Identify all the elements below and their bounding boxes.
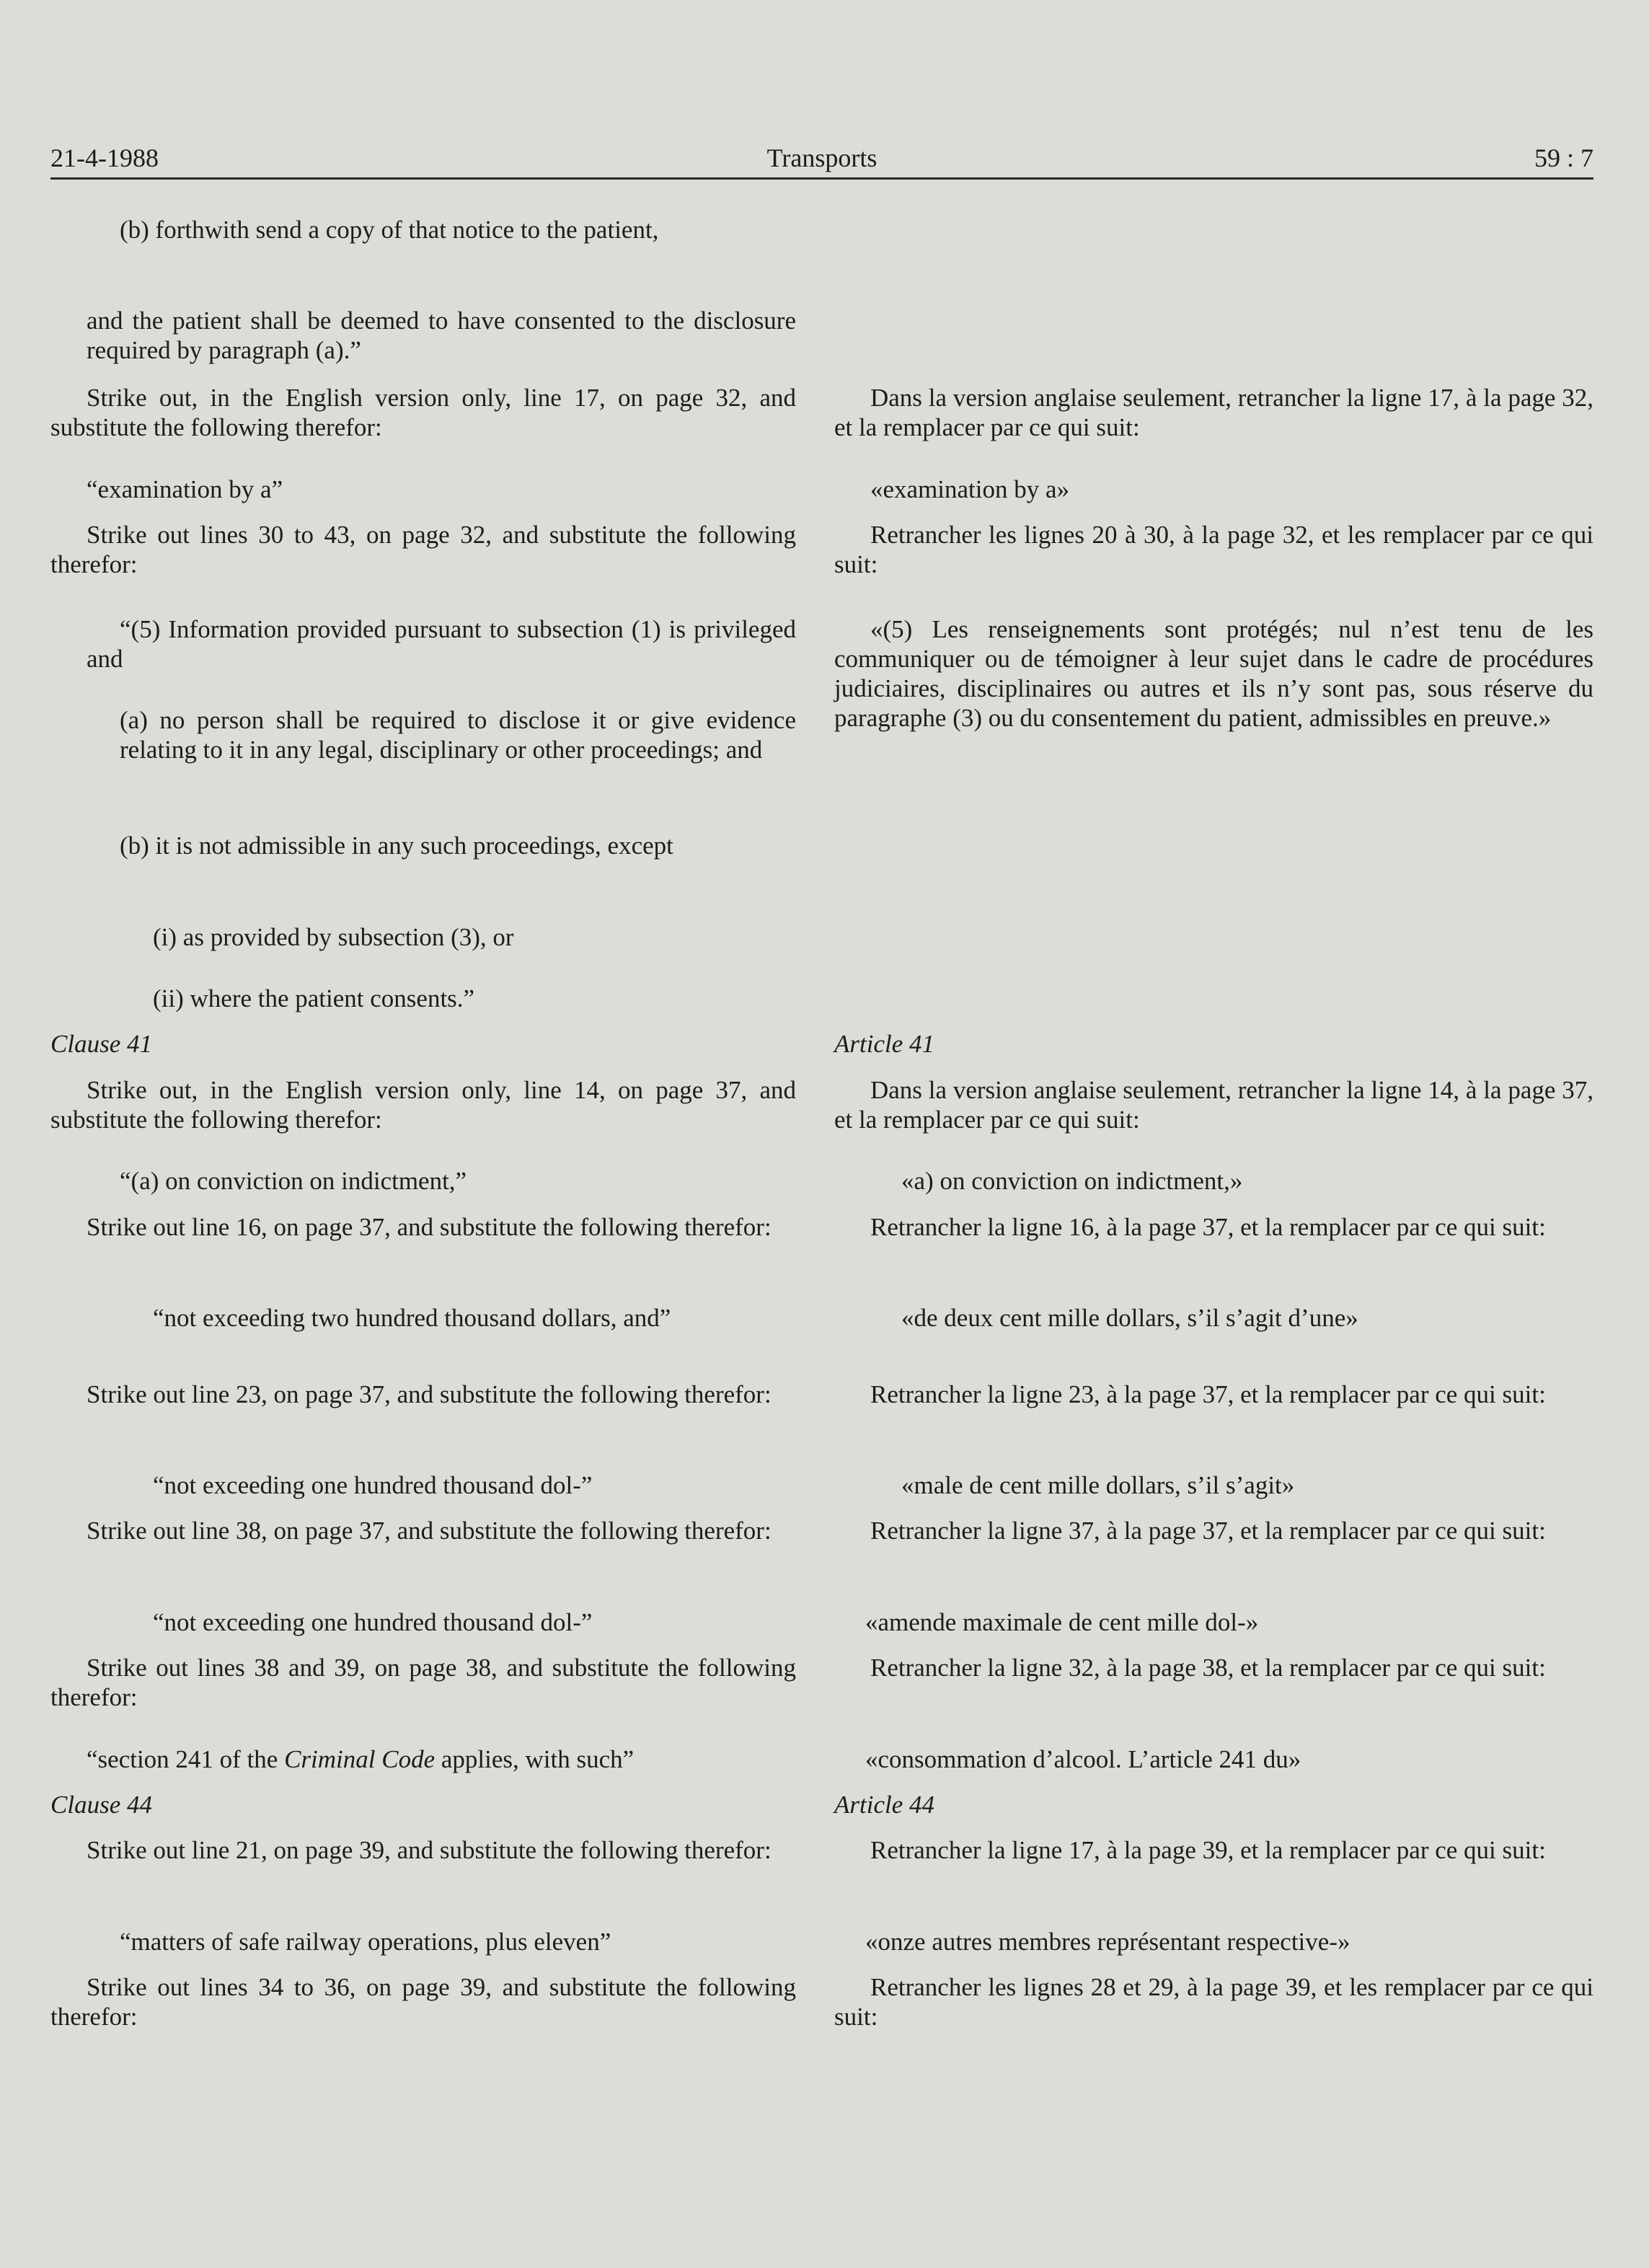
left-paragraph: “not exceeding two hundred thousand dollars, and” [153, 1304, 671, 1332]
right-paragraph: Retrancher la ligne 17, à la page 39, et la remplacer par ce qui suit: [870, 1836, 1546, 1864]
right-paragraph: «a) on conviction on indictment,» [901, 1167, 1243, 1195]
article-heading: Article 41 [834, 1030, 934, 1058]
act-title: Criminal Code [284, 1745, 436, 1773]
left-paragraph: (a) no person shall be required to disclose it or give evidence relating to it in any legal, disciplinary or other proceedings; and [120, 706, 796, 764]
left-paragraph: (b) it is not admissible in any such proceedings, except [120, 831, 673, 860]
left-paragraph: “examination by a” [87, 475, 283, 503]
left-paragraph: “(5) Information provided pursuant to subsection (1) is privileged and [87, 615, 796, 673]
left-paragraph: Strike out line 16, on page 37, and substitute the following therefor: [87, 1213, 772, 1241]
header-date: 21-4-1988 [50, 144, 159, 172]
right-paragraph: «examination by a» [870, 475, 1070, 503]
right-paragraph: «male de cent mille dollars, s’il s’agit» [901, 1471, 1295, 1499]
left-paragraph: (i) as provided by subsection (3), or [153, 923, 514, 951]
left-paragraph: Strike out lines 38 and 39, on page 38, and substitute the following therefor: [50, 1654, 796, 1711]
quote-text: applies, with such” [435, 1745, 635, 1773]
left-paragraph: Strike out line 23, on page 37, and substitute the following therefor: [87, 1380, 772, 1408]
right-paragraph: «consommation d’alcool. L’article 241 du» [865, 1745, 1301, 1773]
header-rule [50, 177, 1593, 180]
left-paragraph: Strike out, in the English version only, line 17, on page 32, and substitute the following therefor: [50, 384, 796, 441]
left-paragraph [87, 1744, 796, 1774]
left-paragraph: “matters of safe railway operations, plus eleven” [120, 1928, 611, 1956]
left-paragraph: Strike out line 21, on page 39, and substitute the following therefor: [87, 1836, 772, 1864]
left-paragraph: (b) forthwith send a copy of that notice to the patient, [120, 216, 659, 244]
page-header [50, 143, 1593, 179]
clause-heading: Clause 41 [50, 1030, 152, 1058]
article-heading: Article 44 [834, 1791, 934, 1819]
left-paragraph: Strike out line 38, on page 37, and substitute the following therefor: [87, 1517, 772, 1545]
left-paragraph: “(a) on conviction on indictment,” [120, 1167, 467, 1195]
right-paragraph: Retrancher la ligne 16, à la page 37, et la remplacer par ce qui suit: [870, 1213, 1546, 1241]
left-paragraph: and the patient shall be deemed to have consented to the disclosure required by paragraph (a).” [87, 306, 796, 364]
right-paragraph: Retrancher la ligne 23, à la page 37, et la remplacer par ce qui suit: [870, 1380, 1546, 1408]
right-paragraph: Dans la version anglaise seulement, retrancher la ligne 14, à la page 37, et la remplacer par ce qui suit: [834, 1076, 1593, 1134]
clause-heading: Clause 44 [50, 1791, 152, 1819]
header-page-number: 59 : 7 [1534, 144, 1593, 172]
right-paragraph: «de deux cent mille dollars, s’il s’agit d’une» [901, 1304, 1358, 1332]
left-paragraph: Strike out lines 34 to 36, on page 39, and substitute the following therefor: [50, 1973, 796, 2031]
left-paragraph: Strike out lines 30 to 43, on page 32, and substitute the following therefor: [50, 521, 796, 578]
right-paragraph: «amende maximale de cent mille dol-» [865, 1608, 1259, 1636]
right-paragraph: «onze autres membres représentant respective-» [865, 1928, 1350, 1956]
quote-text: “section 241 of the [87, 1745, 285, 1773]
left-paragraph: (ii) where the patient consents.” [153, 984, 475, 1012]
right-paragraph: Dans la version anglaise seulement, retrancher la ligne 17, à la page 32, et la remplacer par ce qui suit: [834, 384, 1593, 441]
right-paragraph: Retrancher la ligne 37, à la page 37, et la remplacer par ce qui suit: [870, 1517, 1546, 1545]
header-title: Transports [766, 144, 877, 172]
left-paragraph: Strike out, in the English version only, line 14, on page 37, and substitute the following therefor: [50, 1076, 796, 1134]
right-paragraph: Retrancher la ligne 32, à la page 38, et la remplacer par ce qui suit: [870, 1654, 1546, 1682]
right-paragraph: Retrancher les lignes 20 à 30, à la page 32, et les remplacer par ce qui suit: [834, 521, 1593, 578]
right-paragraph: Retrancher les lignes 28 et 29, à la page 39, et les remplacer par ce qui suit: [834, 1973, 1593, 2031]
left-paragraph: “not exceeding one hundred thousand dol-” [153, 1608, 593, 1636]
right-paragraph: «(5) Les renseignements sont protégés; nul n’est tenu de les communiquer ou de témoigner à leur sujet dans le cadre de procédures judiciaires, disciplinaires ou autres et ils n’y sont pas, sous réserve du paragraphe (3) ou du consentement du patient, admissibles en preuve.» [834, 615, 1593, 732]
left-paragraph: “not exceeding one hundred thousand dol-” [153, 1471, 593, 1499]
